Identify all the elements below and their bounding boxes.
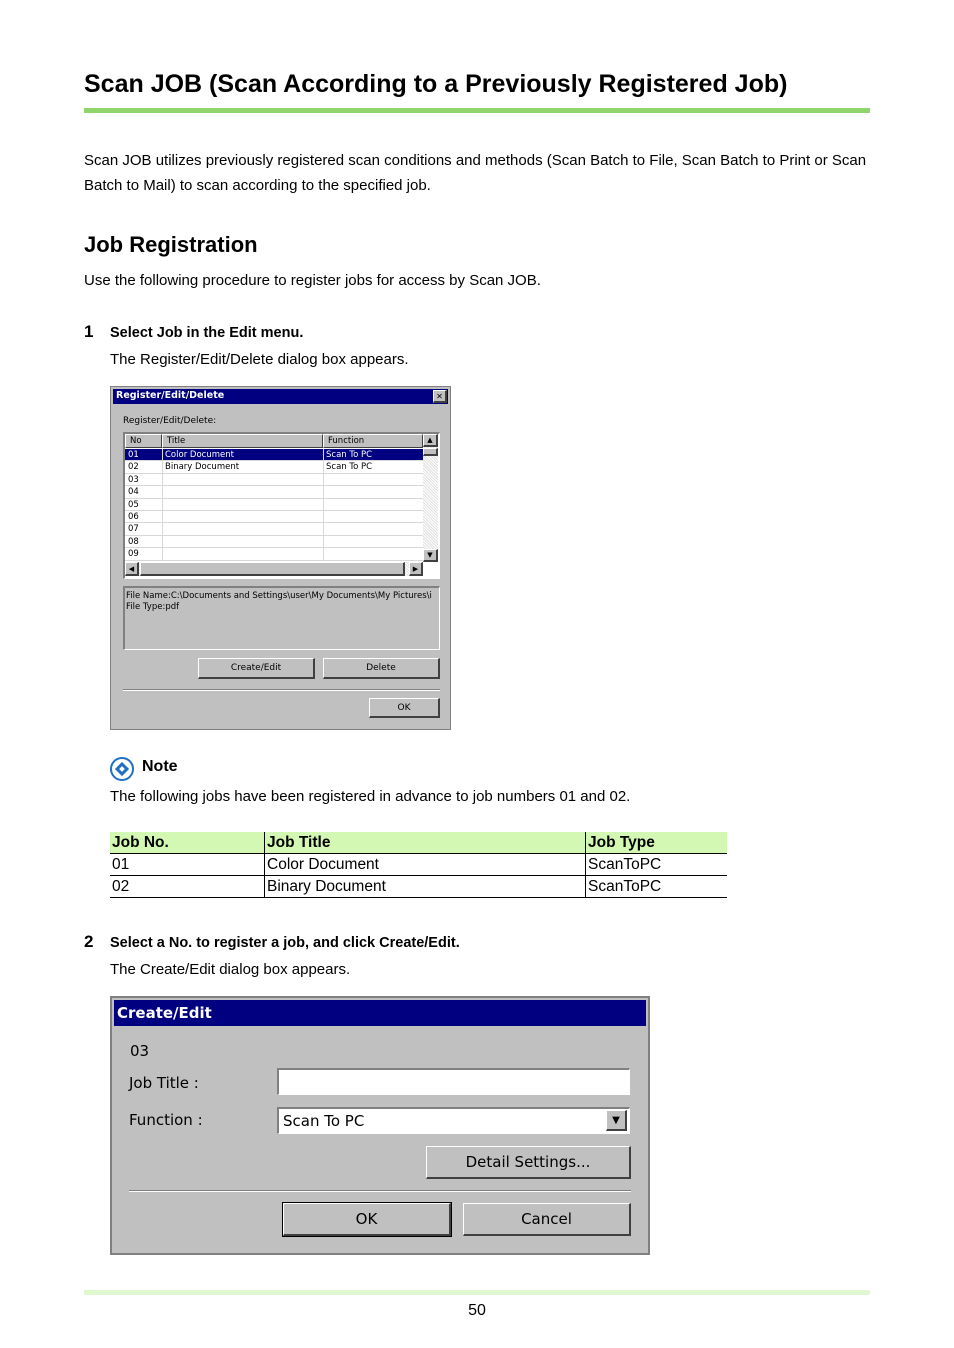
column-divider: [162, 461, 163, 472]
column-divider: [162, 449, 163, 460]
list-cell-no: 09: [128, 549, 139, 560]
function-label: Function :: [129, 1111, 203, 1129]
list-cell-no: 01: [128, 450, 139, 460]
title-underline: [84, 108, 870, 113]
list-cell-no: 06: [128, 512, 139, 522]
note-heading: Note: [142, 758, 178, 775]
footer-rule: [84, 1290, 870, 1295]
list-cell-title: Color Document: [165, 450, 234, 460]
close-icon[interactable]: ✕: [433, 390, 447, 403]
list-group-label: Register/Edit/Delete:: [123, 416, 217, 426]
column-divider: [323, 499, 324, 510]
table-cell: 01: [110, 854, 265, 876]
column-divider: [323, 548, 324, 559]
create-dialog-title: Create/Edit: [117, 1004, 212, 1022]
column-divider: [323, 511, 324, 522]
column-divider: [162, 536, 163, 547]
file-type-info: File Type:pdf: [126, 602, 180, 612]
table-row[interactable]: [125, 474, 423, 486]
column-divider: [323, 461, 324, 472]
scroll-down-icon[interactable]: ▼: [423, 549, 438, 562]
function-select[interactable]: [277, 1107, 630, 1134]
table-row[interactable]: [125, 536, 423, 548]
note-icon: [110, 757, 134, 781]
job-list[interactable]: [123, 432, 440, 579]
job-list-header: [125, 434, 423, 448]
dialog-title: Register/Edit/Delete: [116, 390, 225, 401]
create-dialog-titlebar: [114, 1000, 646, 1026]
table-cell: Color Document: [265, 854, 586, 876]
cancel-button[interactable]: Cancel: [463, 1203, 631, 1236]
table-cell: Binary Document: [265, 876, 586, 898]
scroll-right-icon[interactable]: ▶: [409, 562, 423, 576]
horizontal-scrollbar[interactable]: [125, 562, 423, 576]
column-divider: [162, 511, 163, 522]
table-header-job-title: Job Title: [265, 832, 586, 854]
table-row[interactable]: [125, 548, 423, 560]
dialog-separator: [123, 689, 440, 691]
list-cell-title: Binary Document: [165, 462, 240, 473]
list-cell-no: 05: [128, 499, 139, 510]
column-divider: [323, 474, 324, 485]
note-text: The following jobs have been registered in advance to job numbers 01 and 02.: [110, 788, 631, 805]
list-cell-no: 02: [128, 462, 139, 473]
job-title-input[interactable]: [277, 1068, 630, 1095]
dialog-titlebar: [113, 389, 448, 404]
step-1-result: The Register/Edit/Delete dialog box appears.: [110, 351, 409, 368]
step-2-number: 2: [84, 932, 94, 951]
list-cell-no: 04: [128, 487, 139, 498]
step-1-number: 1: [84, 322, 94, 341]
create-edit-dialog: [110, 996, 650, 1255]
vertical-scrollbar[interactable]: [423, 434, 438, 562]
preregistered-jobs-table: [110, 832, 727, 898]
job-title-label: Job Title :: [129, 1074, 199, 1092]
table-cell: ScanToPC: [586, 854, 728, 876]
column-divider: [162, 523, 163, 534]
scroll-thumb[interactable]: [423, 448, 438, 456]
step-2-instruction: Select a No. to register a job, and click Create/Edit.: [110, 935, 460, 951]
section-title: Job Registration: [84, 232, 258, 257]
ok-button[interactable]: OK: [369, 698, 440, 718]
column-divider: [162, 548, 163, 559]
table-row[interactable]: [125, 499, 423, 511]
column-divider: [162, 486, 163, 497]
table-header-job-type: Job Type: [586, 832, 728, 854]
scroll-h-thumb[interactable]: [140, 562, 405, 576]
step-1-instruction: Select Job in the Edit menu.: [110, 325, 304, 341]
table-cell: ScanToPC: [586, 876, 728, 898]
intro-paragraph: Scan JOB utilizes previously registered scan conditions and methods (Scan Batch to File, Scan Batch to Print or Scan Batch to Mail) to scan according to the specified job.: [84, 152, 867, 194]
table-row[interactable]: [125, 511, 423, 523]
scroll-up-icon[interactable]: ▲: [423, 434, 438, 447]
table-row: [110, 854, 727, 876]
delete-button[interactable]: Delete: [323, 658, 440, 679]
table-cell: 02: [110, 876, 265, 898]
table-row[interactable]: [125, 461, 423, 473]
scroll-left-icon[interactable]: ◀: [125, 562, 139, 576]
list-cell-no: 07: [128, 524, 139, 535]
table-row[interactable]: [125, 486, 423, 498]
list-cell-function: Scan To PC: [326, 450, 373, 460]
table-row[interactable]: [125, 523, 423, 535]
column-divider: [162, 474, 163, 485]
column-divider: [323, 486, 324, 497]
column-header-function[interactable]: Function: [323, 434, 423, 448]
table-header-row: [110, 832, 727, 854]
list-cell-no: 03: [128, 474, 139, 485]
step-2-result: The Create/Edit dialog box appears.: [110, 961, 351, 978]
page-number: 50: [468, 1302, 486, 1319]
table-row[interactable]: [125, 449, 423, 461]
page-title: Scan JOB (Scan According to a Previously Registered Job): [84, 70, 788, 98]
file-info-box: [123, 586, 440, 650]
register-edit-delete-dialog: [110, 386, 451, 730]
column-header-no[interactable]: No: [125, 434, 162, 448]
column-header-title[interactable]: Title: [162, 434, 323, 448]
column-divider: [323, 536, 324, 547]
column-divider: [162, 499, 163, 510]
create-dialog-separator: [129, 1190, 631, 1192]
create-edit-button[interactable]: Create/Edit: [198, 658, 315, 679]
chevron-down-icon[interactable]: ▼: [606, 1110, 627, 1131]
ok-button[interactable]: OK: [283, 1203, 451, 1236]
column-divider: [323, 523, 324, 534]
section-intro: Use the following procedure to register jobs for access by Scan JOB.: [84, 272, 541, 289]
function-select-value: Scan To PC: [283, 1112, 365, 1130]
column-divider: [323, 449, 324, 460]
detail-settings-button[interactable]: Detail Settings...: [426, 1146, 631, 1179]
table-row: [110, 876, 727, 898]
file-name-info: File Name:C:\Documents and Settings\user\My Documents\My Pictures\i: [126, 591, 432, 601]
table-header-job-no: Job No.: [110, 832, 265, 854]
job-number: 03: [130, 1042, 150, 1060]
list-cell-function: Scan To PC: [326, 462, 373, 473]
list-cell-no: 08: [128, 536, 139, 547]
